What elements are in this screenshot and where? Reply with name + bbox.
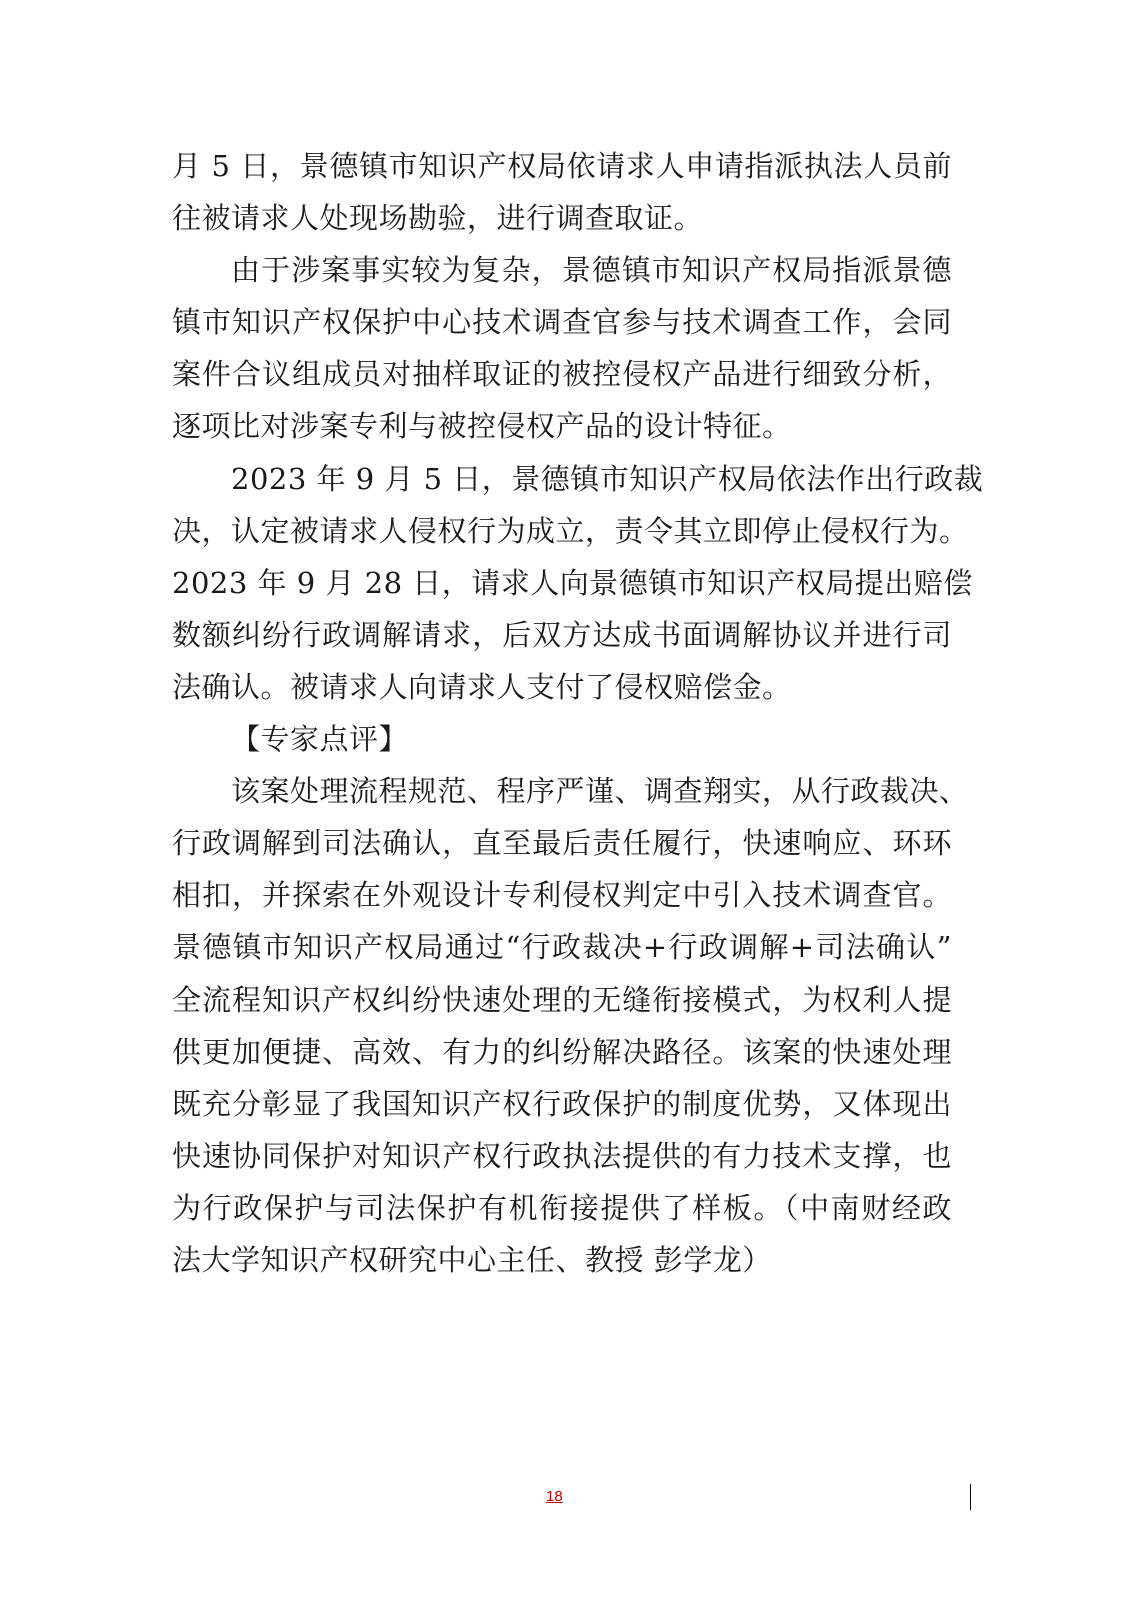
text-line: 法确认。被请求人向请求人支付了侵权赔偿金。: [172, 670, 792, 704]
text-line: 逐项比对涉案专利与被控侵权产品的设计特征。: [172, 409, 792, 443]
text-line: 法大学知识产权研究中心主任、教授 彭学龙）: [172, 1243, 772, 1277]
text-line: 快速协同保护对知识产权行政执法提供的有力技术支撑，也: [172, 1139, 952, 1173]
text-line: 景德镇市知识产权局通过“行政裁决+行政调解+司法确认”: [172, 930, 952, 964]
text-line: 供更加便捷、高效、有力的纠纷解决路径。该案的快速处理: [172, 1035, 952, 1069]
text-line: 案件合议组成员对抽样取证的被控侵权产品进行细致分析，: [172, 357, 952, 391]
text-line: 该案处理流程规范、程序严谨、调查翔实，从行政裁决、: [231, 774, 969, 808]
section-heading: 【专家点评】: [231, 722, 409, 756]
text-line: 既充分彰显了我国知识产权行政保护的制度优势，又体现出: [172, 1087, 952, 1121]
margin-rule: [970, 1484, 971, 1510]
text-line: 相扣，并探索在外观设计专利侵权判定中引入技术调查官。: [172, 878, 952, 912]
text-line: 镇市知识产权保护中心技术调查官参与技术调查工作，会同: [172, 305, 952, 339]
page-number: 18: [546, 1488, 563, 1505]
text-line: 由于涉案事实较为复杂，景德镇市知识产权局指派景德: [231, 253, 952, 287]
text-line: 往被请求人处现场勘验，进行调查取证。: [172, 201, 704, 235]
text-line: 2023 年 9 月 5 日，景德镇市知识产权局依法作出行政裁: [231, 462, 984, 496]
text-line: 2023 年 9 月 28 日，请求人向景德镇市知识产权局提出赔偿: [172, 566, 973, 600]
text-line: 数额纠纷行政调解请求，后双方达成书面调解协议并进行司: [172, 618, 952, 652]
text-line: 为行政保护与司法保护有机衔接提供了样板。（中南财经政: [172, 1191, 952, 1225]
text-line: 全流程知识产权纠纷快速处理的无缝衔接模式，为权利人提: [172, 983, 952, 1017]
text-line: 月 5 日，景德镇市知识产权局依请求人申请指派执法人员前: [172, 149, 952, 183]
text-line: 行政调解到司法确认，直至最后责任履行，快速响应、环环: [172, 826, 952, 860]
text-line: 决，认定被请求人侵权行为成立，责令其立即停止侵权行为。: [172, 514, 969, 548]
